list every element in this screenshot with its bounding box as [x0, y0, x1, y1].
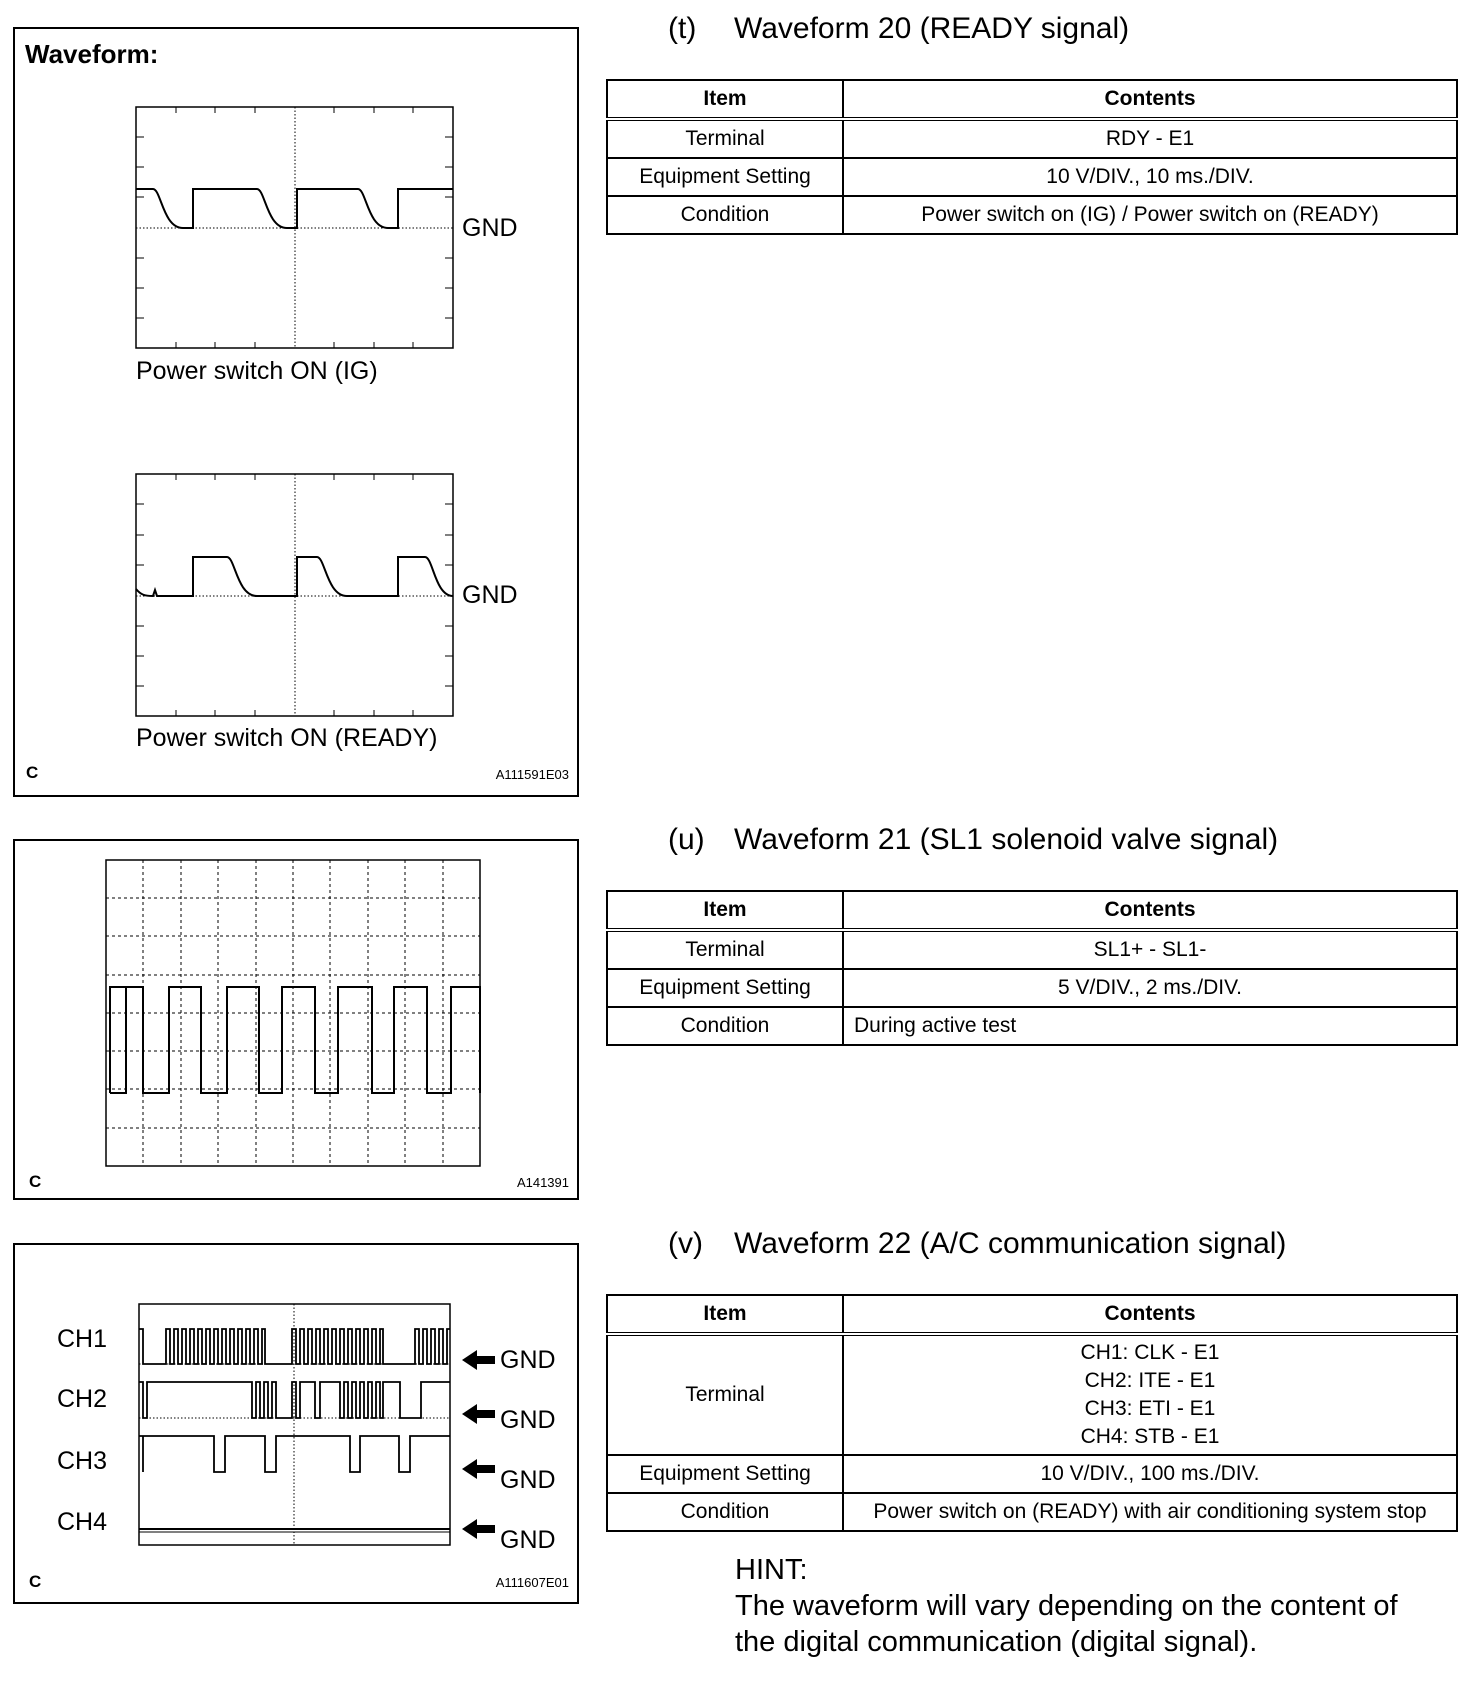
image-id: A141391: [516, 1175, 569, 1190]
corner-mark: C: [29, 1572, 42, 1591]
header-contents: Contents: [843, 1295, 1457, 1334]
row-item: Equipment Setting: [607, 158, 843, 196]
corner-mark: C: [26, 763, 39, 782]
channel-label: CH4: [57, 1508, 108, 1536]
sl1-scope-graphic: [15, 841, 581, 1202]
scope-ig: [136, 107, 453, 348]
gnd-label: GND: [500, 1466, 556, 1494]
table-row: [607, 1455, 1457, 1493]
header-contents: Contents: [843, 891, 1457, 930]
table-row: [607, 930, 1457, 969]
hint-label: HINT:: [735, 1554, 808, 1586]
row-item: Condition: [607, 1493, 843, 1531]
section-title: Waveform 22 (A/C communication signal): [734, 1227, 1287, 1260]
row-contents: RDY - E1: [843, 119, 1457, 158]
header-contents: Contents: [843, 80, 1457, 119]
table-row: [607, 1334, 1457, 1455]
section-letter: (t): [668, 12, 697, 45]
row-item: Equipment Setting: [607, 1455, 843, 1493]
corner-mark: C: [29, 1172, 42, 1191]
table-row: [607, 196, 1457, 234]
header-item: Item: [607, 891, 843, 930]
row-contents: Power switch on (READY) with air conditioning system stop: [843, 1493, 1457, 1531]
waveform-figure-ac-comm: [13, 1243, 579, 1604]
channel-label: CH1: [57, 1325, 108, 1353]
table-row: [607, 119, 1457, 158]
header-item: Item: [607, 1295, 843, 1334]
scope-ig-caption: Power switch ON (IG): [136, 357, 378, 385]
hint-text-line: The waveform will vary depending on the content of: [735, 1590, 1398, 1622]
row-contents: 10 V/DIV., 100 ms./DIV.: [843, 1455, 1457, 1493]
spec-table-v: [606, 1294, 1458, 1532]
section-title: Waveform 20 (READY signal): [734, 12, 1130, 45]
gnd-label: GND: [500, 1346, 556, 1374]
scope-ready: [136, 474, 453, 716]
spec-table-u: [606, 890, 1458, 1046]
table-header-row: [607, 80, 1457, 119]
gnd-label: GND: [462, 581, 518, 609]
waveform-figure-ready: [13, 27, 579, 797]
row-item: Condition: [607, 196, 843, 234]
image-id: A111591E03: [495, 767, 569, 782]
ac-comm-scope-graphic: [15, 1245, 581, 1606]
row-item: Terminal: [607, 1334, 843, 1455]
terminal-line: CH3: ETI - E1: [1084, 1397, 1216, 1420]
section-letter: (v): [668, 1227, 703, 1260]
row-contents: Power switch on (IG) / Power switch on (READY): [843, 196, 1457, 234]
row-contents: [843, 1334, 1457, 1455]
gnd-label: GND: [500, 1406, 556, 1434]
row-contents: During active test: [843, 1007, 1457, 1045]
row-item: Equipment Setting: [607, 969, 843, 1007]
image-id: A111607E01: [495, 1575, 569, 1590]
terminal-line: CH2: ITE - E1: [1084, 1369, 1216, 1392]
spec-table-t: [606, 79, 1458, 235]
table-row: [607, 1493, 1457, 1531]
hint-text-line: the digital communication (digital signal).: [735, 1626, 1258, 1658]
section-t-heading: [668, 12, 1129, 46]
row-item: Terminal: [607, 930, 843, 969]
section-letter: (u): [668, 823, 705, 856]
terminal-line: CH4: STB - E1: [1080, 1425, 1220, 1448]
channel-label: CH2: [57, 1385, 108, 1413]
waveform-title: Waveform:: [25, 39, 159, 69]
table-row: [607, 1007, 1457, 1045]
gnd-label: GND: [462, 214, 518, 242]
table-row: [607, 969, 1457, 1007]
waveform-figure-sl1: [13, 839, 579, 1200]
hint-note: [735, 1552, 1398, 1660]
table-header-row: [607, 1295, 1457, 1334]
row-contents: SL1+ - SL1-: [843, 930, 1457, 969]
row-contents: 5 V/DIV., 2 ms./DIV.: [843, 969, 1457, 1007]
section-title: Waveform 21 (SL1 solenoid valve signal): [734, 823, 1279, 856]
section-v-heading: [668, 1227, 1286, 1261]
ready-scopes-graphic: [15, 29, 581, 799]
gnd-label: GND: [500, 1526, 556, 1554]
table-header-row: [607, 891, 1457, 930]
row-item: Condition: [607, 1007, 843, 1045]
header-item: Item: [607, 80, 843, 119]
table-row: [607, 158, 1457, 196]
row-item: Terminal: [607, 119, 843, 158]
row-contents: 10 V/DIV., 10 ms./DIV.: [843, 158, 1457, 196]
terminal-line: CH1: CLK - E1: [1080, 1341, 1220, 1364]
scope-ready-caption: Power switch ON (READY): [136, 724, 438, 752]
channel-label: CH3: [57, 1447, 108, 1475]
section-u-heading: [668, 823, 1278, 857]
